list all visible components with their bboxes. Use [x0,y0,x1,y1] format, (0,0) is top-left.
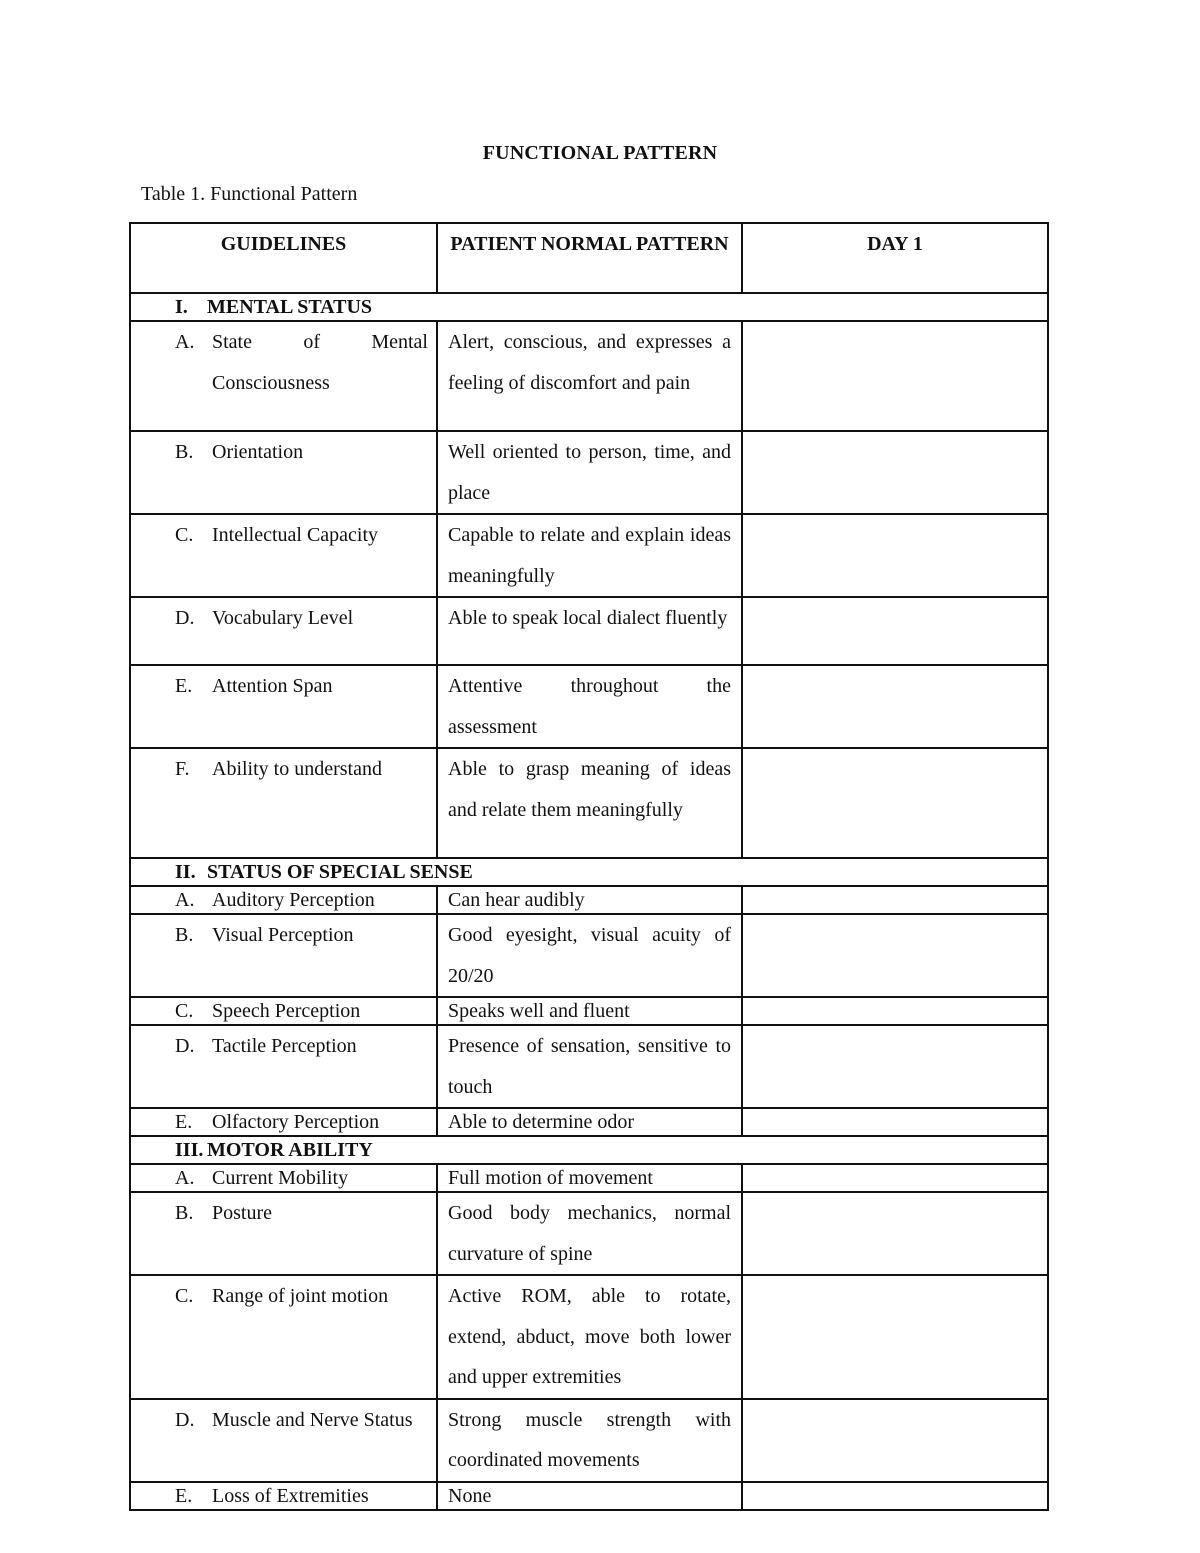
table-row [130,514,1048,597]
section-number: I. [175,296,188,318]
guideline-text: Attention Span [212,675,333,697]
section-number: II. [175,861,196,883]
pattern-cell: Can hear audibly [437,886,742,914]
guideline-cell [130,431,437,514]
day1-cell[interactable] [742,1192,1048,1275]
guideline-text: Speech Perception [212,1000,361,1022]
guideline-cell [130,1164,437,1192]
item-letter: C. [175,1285,194,1307]
guideline-cell [130,1482,437,1510]
guideline-cell [130,914,437,997]
pattern-cell: Active ROM, able to rotate, extend, abduct, move both lower and upper extremities [437,1275,742,1399]
pattern-cell: Full motion of movement [437,1164,742,1192]
day1-cell[interactable] [742,997,1048,1025]
table-row [130,886,1048,914]
guideline-text: Posture [212,1202,272,1224]
day1-cell[interactable] [742,1275,1048,1399]
item-letter: A. [175,889,195,911]
guideline-cell [130,997,437,1025]
day1-cell[interactable] [742,1025,1048,1108]
section-row [130,293,1048,321]
guideline-text: Vocabulary Level [212,607,354,629]
item-letter: C. [175,524,194,546]
table-row [130,1275,1048,1399]
pattern-cell: Able to determine odor [437,1108,742,1136]
item-letter: E. [175,675,193,697]
header-guidelines: GUIDELINES [130,223,437,293]
guideline-cell [130,321,437,431]
table-row [130,997,1048,1025]
day1-cell[interactable] [742,1108,1048,1136]
item-letter: D. [175,1035,195,1057]
document-title: FUNCTIONAL PATTERN [482,142,718,164]
day1-cell[interactable] [742,321,1048,431]
pattern-cell: Strong muscle strength with coordinated movements [437,1399,742,1482]
pattern-cell: Good body mechanics, normal curvature of spine [437,1192,742,1275]
guideline-cell [130,514,437,597]
guideline-text: Tactile Perception [212,1035,357,1057]
guideline-cell [130,748,437,858]
item-letter: B. [175,924,194,946]
item-letter: B. [175,441,194,463]
guideline-text: Ability to understand [212,758,382,780]
table-body [130,293,1048,1510]
pattern-cell: Presence of sensation, sensitive to touch [437,1025,742,1108]
guideline-cell [130,1192,437,1275]
table-caption: Table 1. Functional Pattern [141,183,358,205]
item-letter: E. [175,1484,193,1507]
table-row [130,597,1048,665]
section-name: STATUS OF SPECIAL SENSE [207,861,473,883]
day1-cell[interactable] [742,597,1048,665]
guideline-text: Loss of Extremities [212,1484,369,1507]
table-row [130,1025,1048,1108]
header-patient-normal-pattern: PATIENT NORMAL PATTERN [437,223,742,293]
section-row [130,858,1048,886]
item-letter: B. [175,1202,194,1224]
pattern-cell: Able to speak local dialect fluently [437,597,742,665]
pattern-cell: Good eyesight, visual acuity of 20/20 [437,914,742,997]
day1-cell[interactable] [742,914,1048,997]
guideline-cell [130,665,437,748]
day1-cell[interactable] [742,665,1048,748]
pattern-cell: Alert, conscious, and expresses a feeling of discomfort and pain [437,321,742,431]
item-letter: D. [175,607,195,629]
table-row [130,1108,1048,1136]
guideline-text: State of Mental Consciousness [212,331,428,394]
table-row [130,321,1048,431]
item-letter: E. [175,1111,193,1133]
pattern-cell: Able to grasp meaning of ideas and relate them meaningfully [437,748,742,858]
item-letter: F. [175,758,190,780]
pattern-cell: Capable to relate and explain ideas meaningfully [437,514,742,597]
header-day1: DAY 1 [742,223,1048,293]
pattern-cell: None [437,1482,742,1510]
table-row [130,1164,1048,1192]
section-name: MOTOR ABILITY [207,1139,373,1161]
table-row [130,1482,1048,1510]
table-row [130,665,1048,748]
day1-cell[interactable] [742,886,1048,914]
table-row [130,431,1048,514]
functional-pattern-table [129,222,1049,1511]
guideline-cell [130,886,437,914]
day1-cell[interactable] [742,748,1048,858]
day1-cell[interactable] [742,431,1048,514]
guideline-cell [130,1108,437,1136]
day1-cell[interactable] [742,1164,1048,1192]
section-name: MENTAL STATUS [207,296,373,318]
guideline-text: Range of joint motion [212,1285,389,1307]
guideline-text: Visual Perception [212,924,354,946]
guideline-text: Auditory Perception [212,889,375,911]
guideline-text: Current Mobility [212,1167,349,1189]
guideline-text: Olfactory Perception [212,1111,380,1133]
pattern-cell: Attentive throughout the assessment [437,665,742,748]
item-letter: C. [175,1000,194,1022]
table-row [130,1399,1048,1482]
table-row [130,748,1048,858]
guideline-cell [130,1025,437,1108]
guideline-text: Intellectual Capacity [212,524,379,546]
item-letter: A. [175,331,195,353]
guideline-cell [130,1275,437,1399]
header-row [130,223,1048,293]
day1-cell[interactable] [742,514,1048,597]
pattern-cell: Speaks well and fluent [437,997,742,1025]
item-letter: D. [175,1408,195,1431]
section-number: III. [175,1139,204,1161]
section-row [130,1136,1048,1164]
day1-cell[interactable] [742,1482,1048,1510]
table-row [130,914,1048,997]
day1-cell[interactable] [742,1399,1048,1482]
guideline-cell [130,597,437,665]
guideline-text: Muscle and Nerve Status [212,1408,413,1431]
table-row [130,1192,1048,1275]
guideline-text: Orientation [212,441,304,463]
guideline-cell [130,1399,437,1482]
item-letter: A. [175,1167,195,1189]
pattern-cell: Well oriented to person, time, and place [437,431,742,514]
